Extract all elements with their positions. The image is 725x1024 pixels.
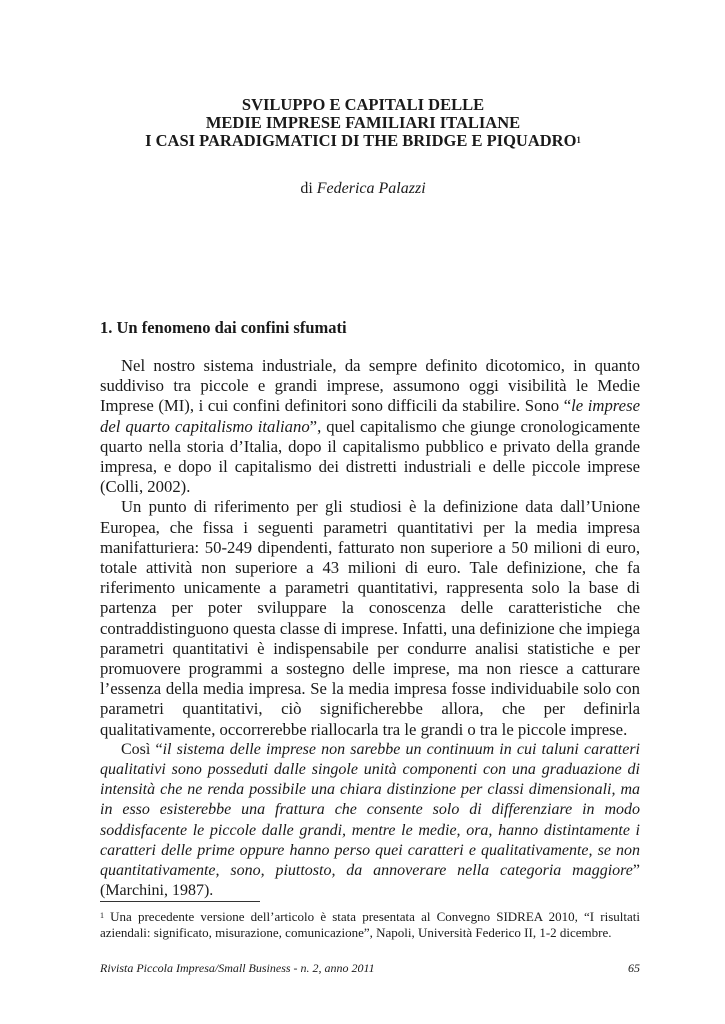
title-line-3 xyxy=(100,132,626,150)
section-heading: 1. Un fenomeno dai confini sfumati xyxy=(100,318,347,337)
author-line xyxy=(100,180,626,198)
author-name: Federica Palazzi xyxy=(316,180,426,197)
footnote xyxy=(100,909,640,941)
paragraph-1-text-a: Nel nostro sistema industriale, da sempre definito dicotomico, in quanto suddiviso tra piccole e grandi imprese, assumono oggi visibilità le Medie Imprese (MI), i cui confini definitori sono difficili da stabilire. Sono “ xyxy=(100,356,640,416)
paragraph-1-italic: le imprese del quarto capitalismo italiano xyxy=(100,396,640,436)
paragraph-3-text-b: ” (Marchini, 1987). xyxy=(100,862,640,900)
paragraph-2: Un punto di riferimento per gli studiosi è la definizione data dall’Unione Europea, che fissa i seguenti parametri quantitativi per la media impresa manifatturiera: 50-249 dipendenti, fatturato non superiore a 50 milioni di euro, totale attività non superiore a 43 milioni di euro. Tale definizione, che fa riferimento unicamente a parametri quantitativi, rappresenta solo la base di partenza per poter sviluppare la conoscenza delle caratteristiche che contraddistinguono questa classe di imprese. Infatti, una definizione che impiega parametri quantitativi è indispensabile per condurre analisi statistiche e per promuovere programmi a sostegno delle imprese, ma non riesce a catturare l’essenza della media impresa. Se la media impresa fosse individuabile solo con parametri quantitativi, ciò significherebbe allora, che per definirla qualitativamente, occorrerebbe riallocarla tra le grandi o tra le piccole imprese. xyxy=(100,497,640,739)
article-title xyxy=(100,96,626,150)
footnote-marker: 1 xyxy=(100,911,104,920)
paragraph-3-text-a: Così “ xyxy=(121,740,163,758)
title-line-1: SVILUPPO E CAPITALI DELLE xyxy=(241,95,485,114)
page-number: 65 xyxy=(628,961,640,975)
paragraph-3-italic-quote: il sistema delle imprese non sarebbe un continuum in cui taluni caratteri qualitativi sono posseduti dalle singole unità componenti con una graduazione di intensità che ne renda possibile una chiara distinzione per classi dimensionali, ma in esso esisterebbe una frattura che consente solo di differenziare in modo soddisfacente le piccole dalle grandi, mentre le medie, ora, hanno distintamente i caratteri delle prime oppure hanno perso quei caratteri e qualitativamente, se non quantitativamente, sono, piuttosto, da annoverare nella categoria maggiore xyxy=(100,740,640,880)
paragraph-3 xyxy=(100,740,640,902)
footnote-divider xyxy=(100,901,260,902)
author-prefix: di xyxy=(300,180,313,197)
paragraph-1-text-b: ”, quel capitalismo che giunge cronologicamente quarto nella storia d’Italia, dopo il capitalismo pubblico e privato della grande impresa, e dopo il capitalismo dei distretti industriali e delle piccole imprese (Colli, 2002). xyxy=(100,416,640,497)
body-text xyxy=(100,356,640,901)
title-line-2: MEDIE IMPRESE FAMILIARI ITALIANE xyxy=(205,113,521,132)
title-footnote-marker[interactable]: 1 xyxy=(576,135,581,145)
title-line-3-text: I CASI PARADIGMATICI DI THE BRIDGE E PIQUADRO xyxy=(145,131,577,150)
footnote-text: Una precedente versione dell’articolo è stata presentata al Convegno SIDREA 2010, “I risultati aziendali: significato, misurazione, comunicazione”, Napoli, Università Federico II, 1-2 dicembre. xyxy=(100,909,640,940)
running-footer: Rivista Piccola Impresa/Small Business - n. 2, anno 2011 xyxy=(100,961,375,975)
paragraph-1 xyxy=(100,356,640,497)
